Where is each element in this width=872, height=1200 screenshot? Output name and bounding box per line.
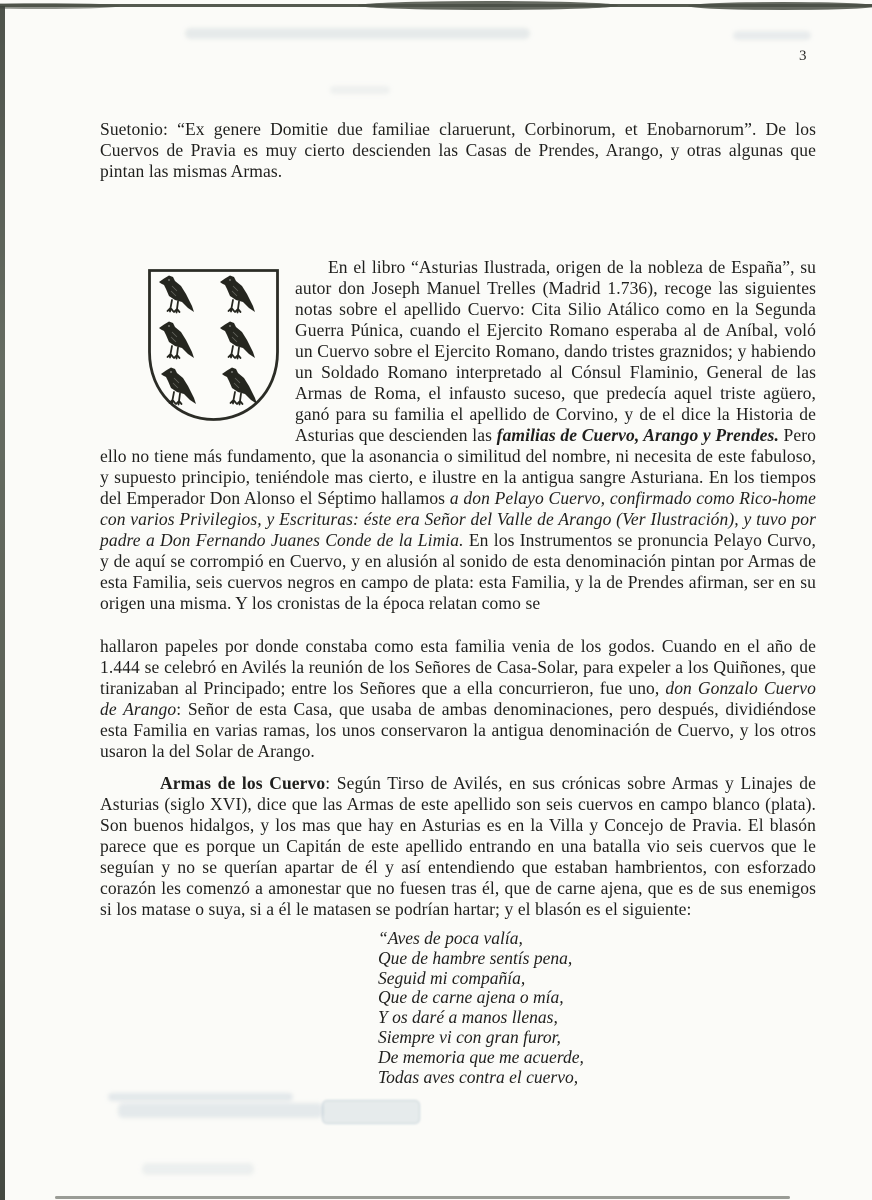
scan-top-edge-artifact bbox=[0, 3, 120, 9]
paragraph-text: Pero ello no tiene más fundamento, que la asonancia o similitud del nombre, ni necesita de este fabuloso, y supuesto principio, teniéndole mas cierto, e ilustre en la antigua sangre Asturiana. En los tiempos del Emperador Don Alonso el Séptimo hallamos bbox=[100, 425, 817, 508]
page-number: 3 bbox=[799, 48, 807, 64]
blason-poem bbox=[378, 929, 584, 1087]
paragraph-text-bold-italic: familias de Cuervo, Arango y Prendes. bbox=[496, 425, 779, 445]
paragraph-suetonio bbox=[100, 119, 816, 182]
paragraph-text-italic: don Gonzalo Cuervo de Arango bbox=[100, 677, 816, 719]
bleedthrough-artifact bbox=[118, 1103, 323, 1118]
poem-line: Y os daré a manos llenas, bbox=[378, 1007, 558, 1028]
scan-top-edge-artifact bbox=[688, 2, 872, 10]
bleedthrough-artifact bbox=[322, 1100, 420, 1124]
paragraph-asturias-ilustrada bbox=[100, 257, 816, 614]
bleedthrough-artifact bbox=[142, 1163, 254, 1175]
bleedthrough-artifact bbox=[185, 28, 530, 39]
poem-line: “Aves de poca valía, bbox=[378, 928, 523, 948]
bleedthrough-artifact bbox=[733, 31, 811, 40]
paragraph-text: hallaron papeles por donde constaba como esta familia venia de los godos. Cuando en el año de 1.444 se celebró en Avilés la reunión de los Señores de Casa-Solar, para expeler a los Quiñones, que tiranizaban al Principado; entre los Señores que a ella concurrieron, fue uno, bbox=[100, 635, 816, 698]
poem-line: Que de carne ajena o mía, bbox=[378, 987, 564, 1008]
poem-line: Todas aves contra el cuervo, bbox=[378, 1066, 579, 1087]
poem-line: Que de hambre sentís pena, bbox=[378, 947, 573, 968]
paragraph-text-italic: a don Pelayo Cuervo, confirmado como Rico-home con varios Privilegios, y Escrituras: éste era Señor del Valle de Arango (Ver Ilustración), y tuvo por padre a Don Fernando Juanes Conde de la Limia. bbox=[100, 488, 816, 550]
scan-bottom-edge-artifact bbox=[55, 1196, 790, 1199]
scan-left-edge-artifact bbox=[0, 6, 5, 1200]
paragraph-lead-bold: Armas de los Cuervo bbox=[160, 772, 326, 793]
paragraph-text: En los Instrumentos se pronuncia Pelayo Curvo, y de aquí se corrompió en Cuervo, y en alusión al sonido de esta denominación pintan por Armas de esta Familia, seis cuervos negros en campo de plata: esta Familia, y la de Prendes afirman, ser en su origen una misma. Y los cronistas de la época relatan como se bbox=[100, 530, 816, 613]
coat-of-arms bbox=[145, 266, 282, 424]
poem-line: Seguid mi compañía, bbox=[378, 967, 526, 988]
scan-top-edge-artifact bbox=[358, 1, 618, 10]
paragraph-hallaron-papeles bbox=[100, 636, 816, 762]
paragraph-text: : Señor de esta Casa, que usaba de ambas denominaciones, pero después, dividiéndose esta Familia en varias ramas, los unos conservaron la antigua denominación de Cuervo, y los otros usaron la del Solar de Arango. bbox=[100, 698, 816, 761]
poem-line: De memoria que me acuerde, bbox=[378, 1046, 584, 1067]
paragraph-text: En el libro “Asturias Ilustrada, origen de la nobleza de España”, su autor don Joseph Manuel Trelles (Madrid 1.736), recoge las siguientes notas sobre el apellido Cuervo: Cita Silio Atálico como en la Segunda Guerra Púnica, cuando el Ejercito Romano esperaba al de Aníbal, voló un Cuervo sobre el Ejercito Romano, dando tristes graznidos; y habiendo un Soldado Romano interpretado al Cónsul Flaminio, General de las Armas de Roma, el infausto suceso, que predecía aquel triste agüero, ganó para su familia el apellido de Corvino, y de el dice la Historia de Asturias que descienden las bbox=[295, 257, 816, 445]
bleedthrough-artifact bbox=[108, 1093, 293, 1101]
paragraph-armas-de-los-cuervo bbox=[100, 773, 816, 920]
paragraph-text: Suetonio: “Ex genere Domitie due familiae claruerunt, Corbinorum, et Enobarnorum”. De los Cuervos de Pravia es muy cierto descienden las Casas de Prendes, Arango, y otras algunas que pintan las mismas Armas. bbox=[100, 118, 816, 181]
paragraph-text: : Según Tirso de Avilés, en sus crónicas sobre Armas y Linajes de Asturias (siglo XVI), dice que las Armas de este apellido son seis cuervos en campo blanco (plata). Son buenos hidalgos, y los mas que hay en Asturias es en la Villa y Concejo de Pravia. El blasón parece que es porque un Capitán de este apellido entrando en una batalla vio seis cuervos que le seguían y no se querían apartar de él y así entendiendo que estaban hambrientos, con esforzado corazón les comenzó a amonestar que no fuesen tras él, que de carne ajena, que es de sus enemigos si los matase o suya, si a él le matasen se podrían hartar; y el blasón es el siguiente: bbox=[100, 772, 816, 919]
bleedthrough-artifact bbox=[330, 86, 390, 94]
poem-line: Siempre vi con gran furor, bbox=[378, 1026, 561, 1047]
